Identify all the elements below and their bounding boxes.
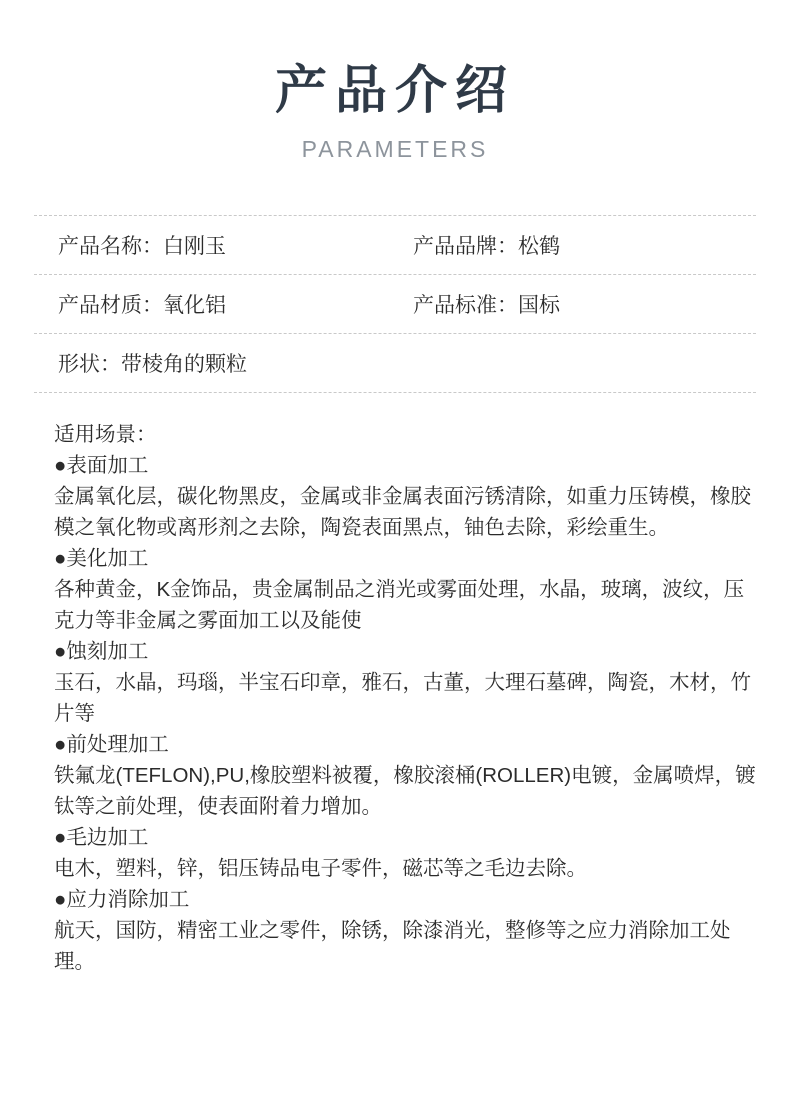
param-product-shape: 形状：带棱角的颗粒 <box>58 352 247 376</box>
param-product-brand: 产品品牌：松鹤 <box>413 234 560 258</box>
section-text-deburring: 电木，塑料，锌，铝压铸品电子零件，磁芯等之毛边去除。 <box>54 856 587 880</box>
section-head-stress-relief: ●应力消除加工 <box>54 887 190 911</box>
section-text-stress-relief: 航天，国防，精密工业之零件，除锈，除漆消光，整修等之应力消除加工处理。 <box>54 918 731 973</box>
section-text-surface: 金属氧化层，碳化物黑皮，金属或非金属表面污锈清除，如重力压铸模，橡胶模之氧化物或离形剂之去除，陶瓷表面黑点，铀色去除，彩绘重生。 <box>54 484 751 539</box>
table-row <box>34 215 756 275</box>
section-text-etching: 玉石，水晶，玛瑙，半宝石印章，雅石，古董，大理石墓碑，陶瓷，木材，竹片等 <box>54 670 751 725</box>
section-head-surface: ●表面加工 <box>54 453 149 477</box>
content-body <box>34 419 756 977</box>
table-row <box>34 275 756 334</box>
section-head-pretreatment: ●前处理加工 <box>54 732 169 756</box>
page-header <box>0 0 790 163</box>
section-head-etching: ●蚀刻加工 <box>54 639 149 663</box>
content-lead: 适用场景： <box>54 422 157 446</box>
section-text-pretreatment: 铁氟龙(TEFLON),PU,橡胶塑料被覆，橡胶滚桶(ROLLER)电镀，金属喷焊，镀钛等之前处理，使表面附着力增加。 <box>54 763 756 818</box>
table-row <box>34 334 756 393</box>
section-head-beautify: ●美化加工 <box>54 546 149 570</box>
section-head-deburring: ●毛边加工 <box>54 825 149 849</box>
param-product-material: 产品材质：氧化铝 <box>58 293 226 317</box>
parameters-table <box>34 215 756 393</box>
section-text-beautify: 各种黄金，K金饰品，贵金属制品之消光或雾面处理，水晶，玻璃，波纹，压克力等非金属之雾面加工以及能使 <box>54 577 745 632</box>
page-subtitle: PARAMETERS <box>301 135 489 162</box>
param-product-standard: 产品标准：国标 <box>413 293 560 317</box>
param-product-name: 产品名称：白刚玉 <box>58 234 226 258</box>
page-title: 产品介绍 <box>274 62 515 120</box>
